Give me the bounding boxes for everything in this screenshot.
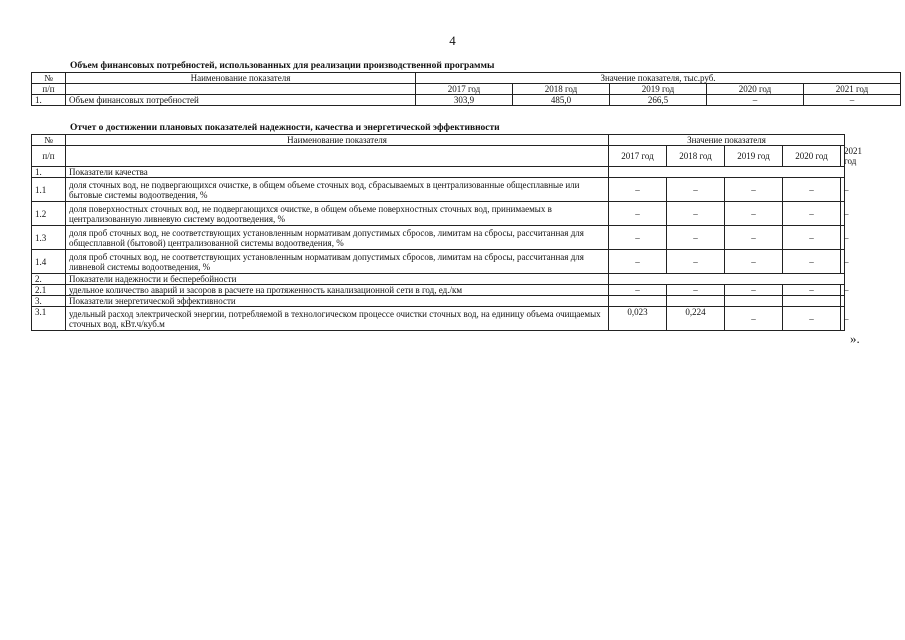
row-number: 1. <box>32 167 66 178</box>
row-number: 1.2 <box>32 202 66 226</box>
closing-quote: ». <box>850 331 860 346</box>
value-cell: 0,023 <box>609 307 667 331</box>
row-name: доля поверхностных сточных вод, не подвергающихся очистке, в общем объеме поверхностных сточных вод, принимаемых в централизованную ливневую систему водоотведения, % <box>66 202 609 226</box>
row-number: 1. <box>32 95 66 106</box>
year-header: 2017 год <box>609 146 667 167</box>
value-cell <box>783 296 841 307</box>
year-header: 2019 год <box>725 146 783 167</box>
value-cell: – <box>609 226 667 250</box>
value-cell <box>609 296 667 307</box>
value-cell: – <box>725 250 783 274</box>
row-name: доля проб сточных вод, не соответствующих установленным нормативам допустимых сбросов, лимитам на сбросы, рассчитанная для ливневой системы водоотведения, % <box>66 250 609 274</box>
section-blank <box>609 167 845 178</box>
col-value-header: Значение показателя <box>609 135 845 146</box>
value-cell: – <box>783 250 841 274</box>
value-cell: – <box>841 202 845 226</box>
value-cell: 485,0 <box>513 95 610 106</box>
row-name: Объем финансовых потребностей <box>66 95 416 106</box>
value-cell: – <box>609 202 667 226</box>
value-cell: – <box>783 226 841 250</box>
value-cell: 303,9 <box>416 95 513 106</box>
row-name: доля проб сточных вод, не соответствующих установленным нормативам допустимых сбросов, лимитам на сбросы, рассчитанная для общесплавной (бытовой) централизованной системы водоотведения, % <box>66 226 609 250</box>
value-cell: – <box>841 307 845 331</box>
section-name: Показатели качества <box>66 167 609 178</box>
section-name: Показатели надежности и бесперебойности <box>66 274 609 285</box>
value-cell: – <box>667 226 725 250</box>
row-number: 1.3 <box>32 226 66 250</box>
value-cell: – <box>783 307 841 331</box>
performance-indicators-table <box>31 134 862 331</box>
value-cell <box>841 296 845 307</box>
year-header: 2020 год <box>707 84 804 95</box>
value-cell: – <box>841 250 845 274</box>
table2-title: Отчет о достижении плановых показателей надежности, качества и энергетической эффективности <box>70 123 500 133</box>
value-cell: – <box>725 226 783 250</box>
col-name-spacer <box>66 84 416 95</box>
section-name: Показатели энергетической эффективности <box>66 296 609 307</box>
value-cell: – <box>725 285 783 296</box>
col-num-subheader: п/п <box>32 84 66 95</box>
col-num-header: № <box>32 135 66 146</box>
table-row <box>32 95 901 106</box>
value-cell: – <box>841 226 845 250</box>
table1-title: Объем финансовых потребностей, использованных для реализации производственной программы <box>70 61 495 71</box>
year-header: 2017 год <box>416 84 513 95</box>
value-cell: – <box>804 95 901 106</box>
row-number: 1.4 <box>32 250 66 274</box>
year-header: 2020 год <box>783 146 841 167</box>
year-header: 2019 год <box>610 84 707 95</box>
row-name: доля сточных вод, не подвергающихся очистке, в общем объеме сточных вод, сбрасываемых в централизованные общесплавные или бытовые системы водоотведения, % <box>66 178 609 202</box>
value-cell: 266,5 <box>610 95 707 106</box>
row-number: 1.1 <box>32 178 66 202</box>
value-cell: – <box>725 307 783 331</box>
col-value-header: Значение показателя, тыс.руб. <box>416 73 901 84</box>
value-cell <box>667 296 725 307</box>
col-name-spacer <box>66 146 609 167</box>
value-cell: – <box>725 202 783 226</box>
value-cell: – <box>783 285 841 296</box>
value-cell: – <box>841 285 845 296</box>
value-cell: – <box>667 178 725 202</box>
table-row <box>32 250 845 274</box>
value-cell: – <box>783 178 841 202</box>
row-number: 2. <box>32 274 66 285</box>
section-row <box>32 167 845 178</box>
value-cell <box>725 296 783 307</box>
col-name-header: Наименование показателя <box>66 135 609 146</box>
value-cell: – <box>707 95 804 106</box>
value-cell: – <box>667 250 725 274</box>
page-number: 4 <box>449 33 456 48</box>
row-name: удельный расход электрической энергии, потребляемой в технологическом процессе очистки сточных вод, на единицу объема очищаемых сточных вод, кВт.ч/куб.м <box>66 307 609 331</box>
col-num-subheader: п/п <box>32 146 66 167</box>
year-header: 2021 год <box>841 146 845 167</box>
value-cell: – <box>841 178 845 202</box>
row-number: 2.1 <box>32 285 66 296</box>
value-cell: – <box>667 285 725 296</box>
year-header: 2018 год <box>513 84 610 95</box>
row-number: 3.1 <box>32 307 66 331</box>
financial-needs-table <box>31 72 901 106</box>
row-name: удельное количество аварий и засоров в расчете на протяженность канализационной сети в год, ед./км <box>66 285 609 296</box>
value-cell: – <box>609 250 667 274</box>
table-row <box>32 307 845 331</box>
value-cell: – <box>783 202 841 226</box>
table-row <box>32 178 845 202</box>
value-cell: – <box>725 178 783 202</box>
table-row <box>32 202 845 226</box>
table-row <box>32 226 845 250</box>
section-blank <box>609 274 845 285</box>
col-name-header: Наименование показателя <box>66 73 416 84</box>
value-cell: – <box>609 285 667 296</box>
value-cell: – <box>609 178 667 202</box>
year-header: 2018 год <box>667 146 725 167</box>
year-header: 2021 год <box>804 84 901 95</box>
col-num-header: № <box>32 73 66 84</box>
section-row <box>32 274 845 285</box>
value-cell: 0,224 <box>667 307 725 331</box>
row-number: 3. <box>32 296 66 307</box>
section-row <box>32 296 845 307</box>
value-cell: – <box>667 202 725 226</box>
table-row <box>32 285 845 296</box>
